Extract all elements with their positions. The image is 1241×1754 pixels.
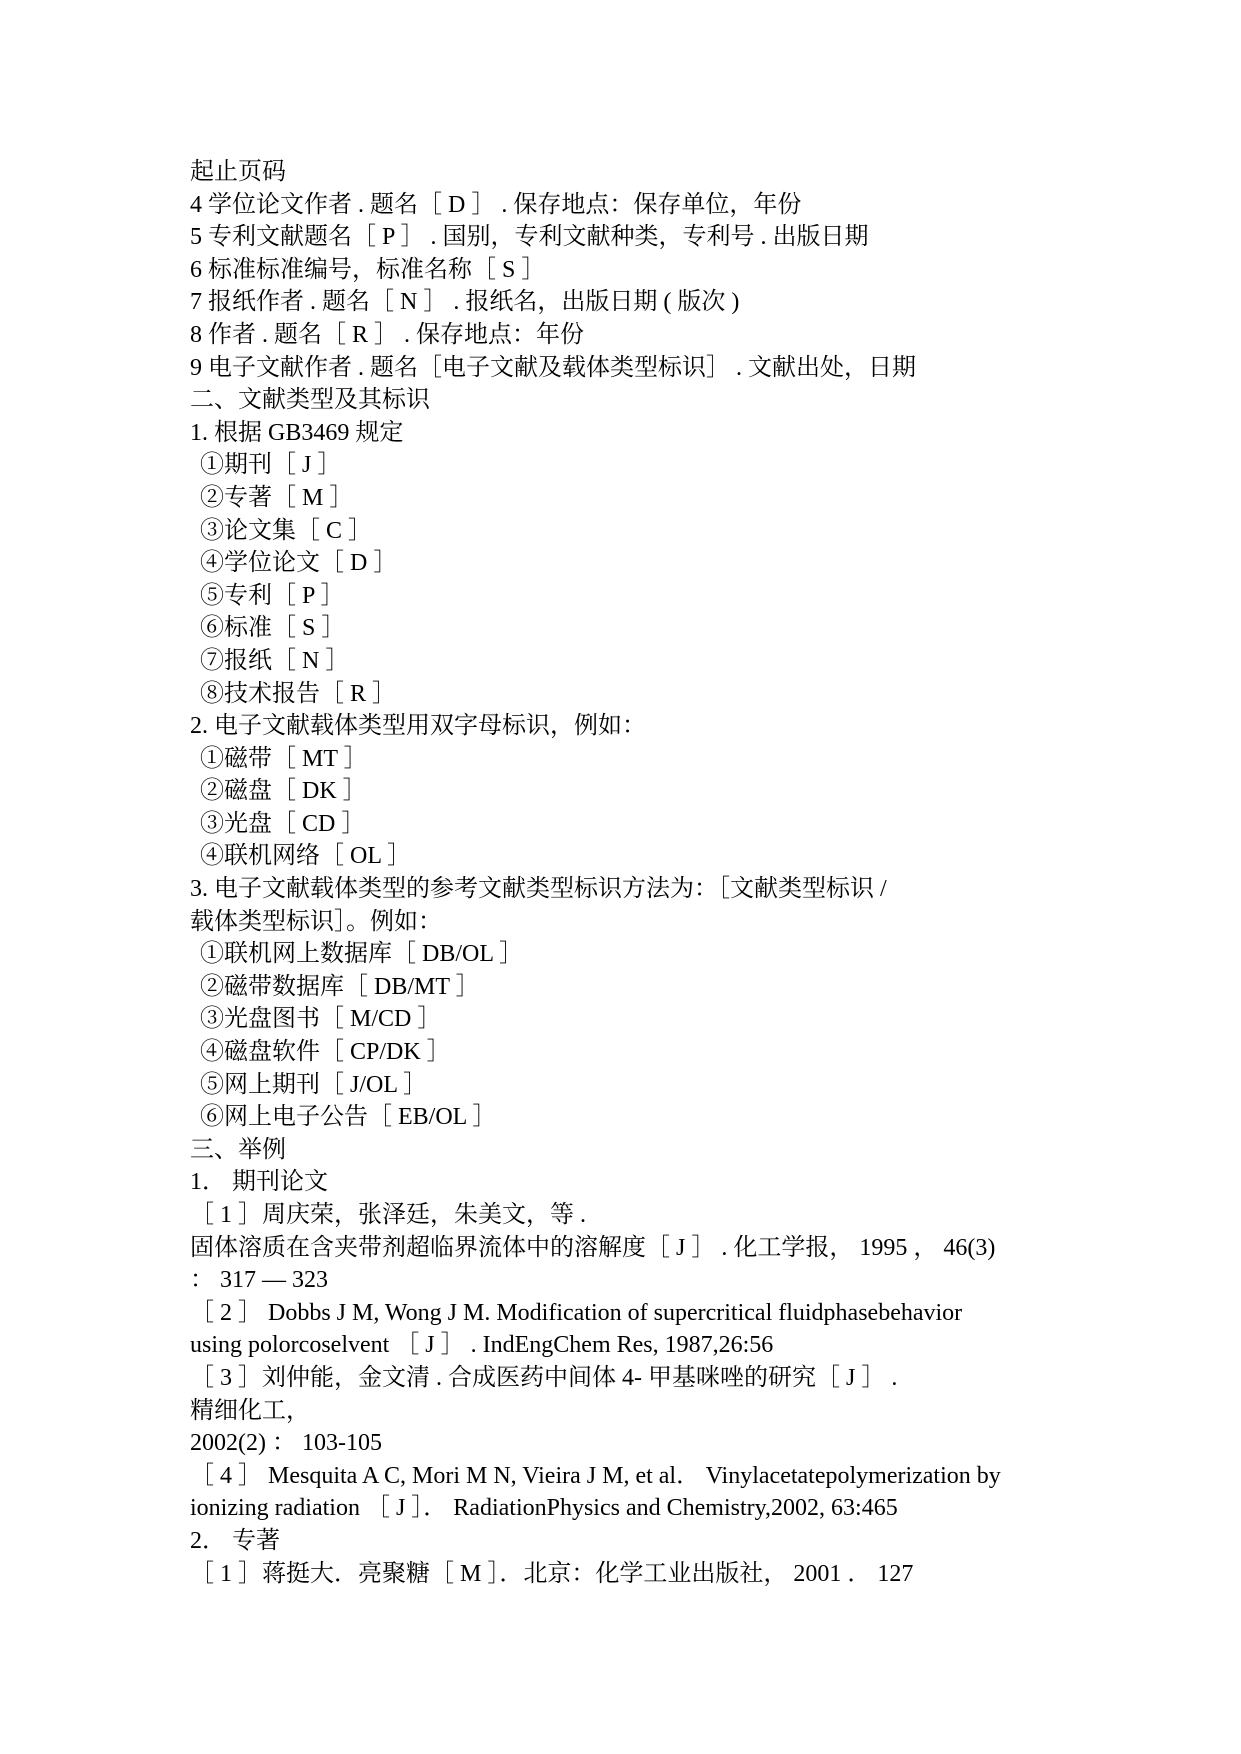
reference-line: using polorcoselvent ［ J ］ . IndEngChem Res, 1987,26:56 (190, 1332, 774, 1359)
list-item: ④学位论文［ D ］ (200, 550, 398, 577)
list-item: ⑧技术报告［ R ］ (200, 680, 397, 707)
list-item: ④磁盘软件［ CP/DK ］ (200, 1039, 451, 1066)
list-item: ③光盘图书［ M/CD ］ (200, 1006, 442, 1033)
reference-line: ［ 3 ］刘仲能，金文清 . 合成医药中间体 4- 甲基咪唑的研究［ J ］ . (190, 1364, 898, 1391)
text-line: 7 报纸作者 . 题名［ N ］ . 报纸名，出版日期 ( 版次 ) (190, 289, 740, 316)
document-body (190, 156, 1090, 1590)
list-item: ⑥网上电子公告［ EB/OL ］ (200, 1104, 497, 1131)
list-item: ⑤专利［ P ］ (200, 582, 345, 609)
text-line: 1. 根据 GB3469 规定 (190, 419, 404, 446)
list-item: ⑥标准［ S ］ (200, 615, 346, 642)
reference-line: 精细化工， (190, 1397, 310, 1424)
text-line: 3. 电子文献载体类型的参考文献类型标识方法为：［文献类型标识 / (190, 876, 887, 903)
list-item: ②磁带数据库［ DB/MT ］ (200, 973, 480, 1000)
reference-line: ［ 1 ］周庆荣，张泽廷，朱美文，等 . (190, 1202, 586, 1228)
subsection-heading: 2． 专著 (190, 1527, 280, 1554)
list-item: ⑦报纸［ N ］ (200, 647, 350, 674)
reference-line: ［ 4 ］ Mesquita A C, Mori M N, Vieira J M, et al． Vinylacetatepolymerization by (190, 1462, 1001, 1489)
list-item: ③论文集［ C ］ (200, 517, 373, 544)
reference-line: 固体溶质在含夹带剂超临界流体中的溶解度［ J ］ . 化工学报， 1995 ， 46(3) (190, 1234, 996, 1261)
list-item: ③光盘［ CD ］ (200, 810, 366, 837)
subsection-heading: 1． 期刊论文 (190, 1169, 328, 1196)
section-heading: 二、文献类型及其标识 (190, 387, 430, 414)
list-item: ②磁盘［ DK ］ (200, 778, 367, 805)
reference-line: ionizing radiation ［ J ］． RadiationPhysics and Chemistry,2002, 63:465 (190, 1495, 898, 1522)
text-line: 2. 电子文献载体类型用双字母标识，例如： (190, 713, 646, 740)
text-line: 5 专利文献题名［ P ］ . 国别，专利文献种类，专利号 . 出版日期 (190, 224, 869, 251)
section-heading: 三、举例 (190, 1136, 286, 1163)
text-line: 4 学位论文作者 . 题名［ D ］ . 保存地点：保存单位，年份 (190, 191, 802, 218)
reference-line: 2002(2) ： 103-105 (190, 1430, 382, 1457)
list-item: ①联机网上数据库［ DB/OL ］ (200, 941, 524, 968)
list-item: ⑤网上期刊［ J/OL ］ (200, 1071, 428, 1098)
text-line: 8 作者 . 题名［ R ］ . 保存地点：年份 (190, 321, 585, 348)
list-item: ②专著［ M ］ (200, 484, 354, 511)
text-line: 9 电子文献作者 . 题名［电子文献及载体类型标识］ . 文献出处，日期 (190, 354, 916, 381)
list-item: ④联机网络［ OL ］ (200, 843, 412, 870)
list-item: ①磁带［ MT ］ (200, 745, 368, 772)
text-line: 起止页码 (190, 159, 286, 185)
reference-line: ［ 2 ］ Dobbs J M, Wong J M. Modification of supercritical fluidphasebehavior (190, 1299, 963, 1326)
list-item: ①期刊［ J ］ (200, 452, 342, 479)
reference-line: ［ 1 ］蒋挺大．亮聚糖［ M ］．北京：化学工业出版社， 2001 ． 127 (190, 1560, 914, 1587)
text-line: 载体类型标识］。例如： (190, 908, 442, 935)
reference-line: ： 317 — 323 (190, 1267, 328, 1294)
text-line: 6 标准标准编号，标准名称［ S ］ (190, 256, 546, 283)
